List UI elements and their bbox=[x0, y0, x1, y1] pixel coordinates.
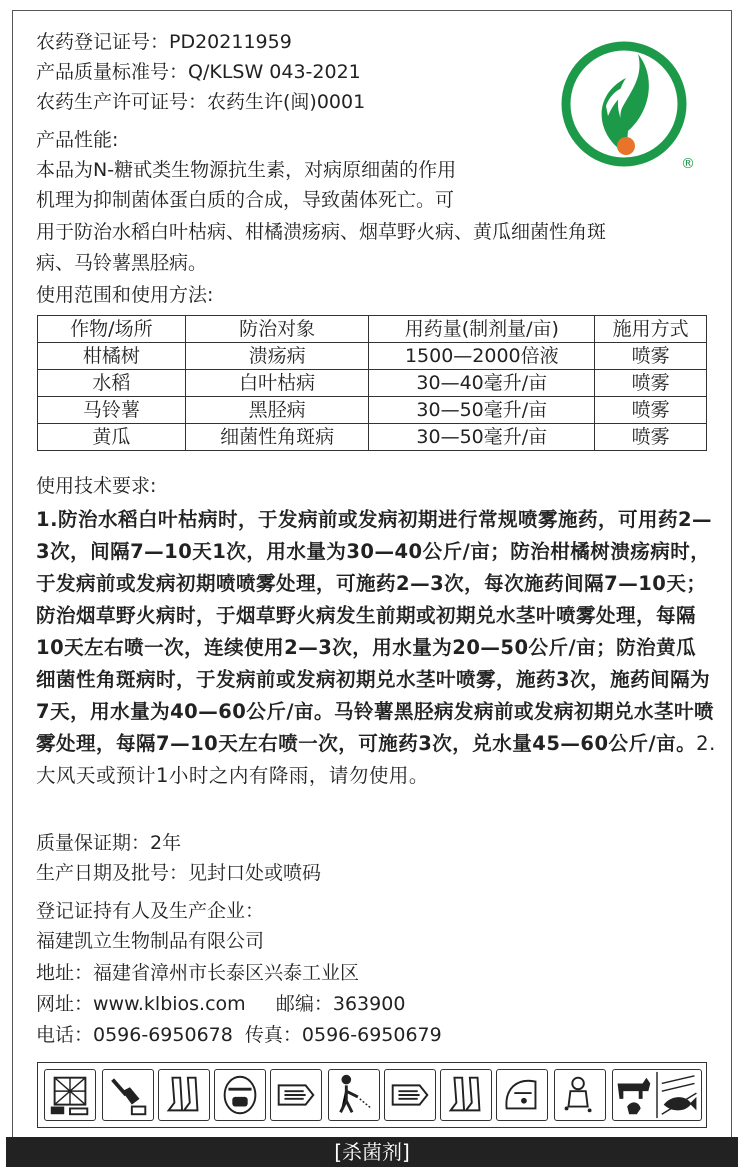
cell-dosage: 30—50毫升/亩 bbox=[369, 397, 595, 424]
cell-target: 白叶枯病 bbox=[185, 370, 369, 397]
cell-method: 喷雾 bbox=[595, 370, 707, 397]
cell-method: 喷雾 bbox=[595, 397, 707, 424]
cell-target: 黑胫病 bbox=[185, 397, 369, 424]
table-row bbox=[38, 397, 707, 424]
technical-instructions bbox=[36, 504, 716, 792]
cell-crop: 马铃薯 bbox=[38, 397, 186, 424]
registration-number: 农药登记证号：PD20211959 bbox=[36, 31, 292, 53]
batch-info: 生产日期及批号：见封口处或喷码 bbox=[36, 862, 322, 884]
cell-method: 喷雾 bbox=[595, 424, 707, 451]
environment-warnings bbox=[612, 1069, 702, 1121]
performance-line: 机理为抑制菌体蛋白质的合成，导致菌体死亡。可 bbox=[36, 189, 455, 211]
technical-normal-text: 2.大风天或预计1小时之内有降雨，请勿使用。 bbox=[36, 732, 716, 787]
leaf-logo-icon bbox=[556, 36, 696, 176]
svg-text:®: ® bbox=[681, 156, 695, 172]
holder-label: 登记证持有人及生产企业： bbox=[36, 900, 265, 922]
cell-dosage: 1500—2000倍液 bbox=[369, 343, 595, 370]
table-row bbox=[38, 370, 707, 397]
technical-bold-text: 1.防治水稻白叶枯病时，于发病前或发病初期进行常规喷雾施药，可用药2—3次，间隔7—10天1次，用水量为30—40公斤/亩；防治柑橘树溃疡病时，于发病前或发病初期喷喷雾处理，可施药2—3次，每次施药间隔7—10天；防治烟草野火病时，于烟草野火病发生前期或初期兑水茎叶喷雾处理，每隔10天左右喷一次，连续使用2—3次，用水量为20—50公斤/亩；防治黄瓜细菌性角斑病时，于发病前或发病初期兑水茎叶喷雾，施药3次，施药间隔为7天，用水量为40—60公斤/亩。马铃薯黑胫病发病前或发病初期兑水茎叶喷雾处理，每隔7—10天左右喷一次，可施药3次，兑水量45—60公斤/亩。 bbox=[36, 508, 714, 755]
usage-heading: 使用范围和使用方法: bbox=[36, 284, 214, 306]
company-name: 福建凯立生物制品有限公司 bbox=[36, 930, 265, 952]
dilute-pour-icon bbox=[102, 1069, 154, 1121]
header-dosage: 用药量(制剂量/亩) bbox=[369, 316, 595, 343]
harmful-to-fish-icon bbox=[662, 1076, 697, 1114]
cell-crop: 黄瓜 bbox=[38, 424, 186, 451]
website-postcode: 网址：www.klbios.com 邮编：363900 bbox=[36, 993, 406, 1015]
cell-crop: 柑橘树 bbox=[38, 343, 186, 370]
wear-gloves-icon bbox=[384, 1069, 436, 1121]
table-row bbox=[38, 343, 707, 370]
usage-table bbox=[37, 315, 707, 451]
company-logo bbox=[556, 36, 696, 176]
cell-crop: 水稻 bbox=[38, 370, 186, 397]
spraying-person-icon bbox=[328, 1069, 380, 1121]
category-footer: [杀菌剂] bbox=[6, 1137, 738, 1167]
wear-boots-icon bbox=[440, 1069, 492, 1121]
performance-line: 病、马铃薯黑胫病。 bbox=[36, 252, 208, 274]
table-header-row bbox=[38, 316, 707, 343]
wash-after-use-icon bbox=[554, 1069, 606, 1121]
header-method: 施用方式 bbox=[595, 316, 707, 343]
shelf-life: 质量保证期：2年 bbox=[36, 832, 182, 854]
pictogram-strip bbox=[37, 1062, 707, 1128]
cell-dosage: 30—40毫升/亩 bbox=[369, 370, 595, 397]
address: 地址：福建省漳州市长泰区兴泰工业区 bbox=[36, 962, 360, 984]
cell-dosage: 30—50毫升/亩 bbox=[369, 424, 595, 451]
wear-gloves-icon bbox=[270, 1069, 322, 1121]
quality-standard: 产品质量标准号：Q/KLSW 043-2021 bbox=[36, 61, 361, 83]
performance-line: 本品为N-糖甙类生物源抗生素，对病原细菌的作用 bbox=[36, 159, 457, 181]
wear-boots-icon bbox=[158, 1069, 210, 1121]
technical-heading: 使用技术要求: bbox=[36, 475, 157, 497]
performance-line: 用于防治水稻白叶枯病、柑橘溃疡病、烟草野火病、黄瓜细菌性角斑 bbox=[36, 221, 607, 243]
performance-heading: 产品性能: bbox=[36, 129, 119, 151]
cell-target: 细菌性角斑病 bbox=[185, 424, 369, 451]
table-row bbox=[38, 424, 707, 451]
header-crop: 作物/场所 bbox=[38, 316, 186, 343]
production-license: 农药生产许可证号：农药生许(闽)0001 bbox=[36, 91, 366, 113]
storage-lock-icon bbox=[44, 1069, 96, 1121]
cell-target: 溃疡病 bbox=[185, 343, 369, 370]
harmful-to-livestock-icon bbox=[618, 1078, 651, 1115]
phone-fax: 电话：0596-6950678 传真：0596-6950679 bbox=[36, 1024, 442, 1046]
face-shield-icon bbox=[496, 1069, 548, 1121]
header-target: 防治对象 bbox=[185, 316, 369, 343]
cell-method: 喷雾 bbox=[595, 343, 707, 370]
wear-mask-icon bbox=[214, 1069, 266, 1121]
